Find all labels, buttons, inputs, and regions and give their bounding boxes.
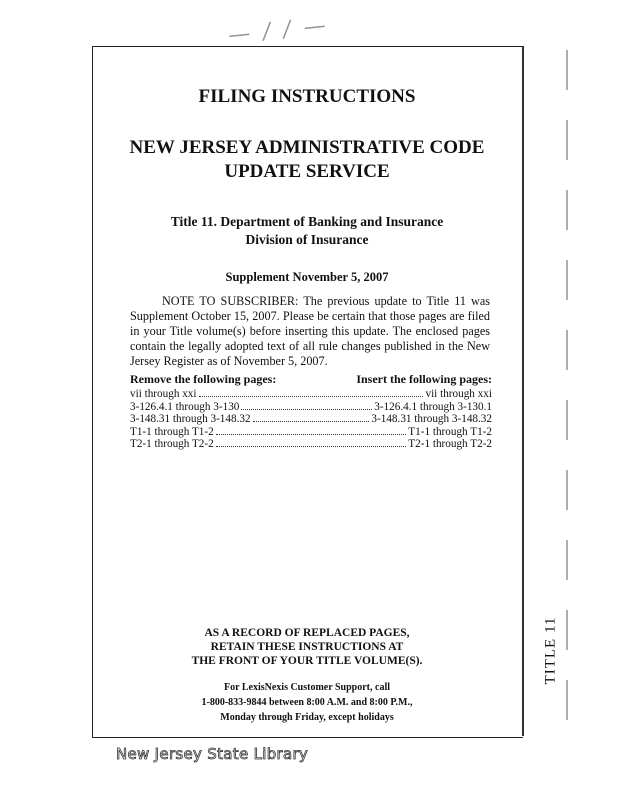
list-item — [130, 401, 492, 414]
list-item — [130, 413, 492, 426]
insert-pages: 3-148.31 through 3-148.32 — [371, 413, 492, 425]
remove-pages: vii through xxi — [130, 388, 197, 400]
library-stamp: New Jersey State Library — [116, 745, 309, 763]
remove-pages: T2-1 through T2-2 — [130, 438, 214, 450]
remove-pages: T1-1 through T1-2 — [130, 425, 214, 438]
record-notice — [92, 626, 522, 668]
supplement-date: Supplement November 5, 2007 — [225, 270, 389, 284]
department-title-line2: Division of Insurance — [245, 232, 369, 247]
support-line1: For LexisNexis Customer Support, call — [223, 682, 390, 693]
department-title — [92, 213, 522, 249]
list-item — [130, 426, 492, 439]
support-line3: Monday through Friday, except holidays — [220, 712, 394, 723]
frame-right-edge — [522, 46, 524, 736]
subscriber-note: NOTE TO SUBSCRIBER: The previous update to Title 11 was Supplement October 15, 2007. Please be certain that those pages are filed in your Title volume(s) before inserting this update. The enclosed pages contain the legally adopted text of all rule changes published in the New Jersey Register as of November 5, 2007. — [130, 294, 490, 368]
leader-dots — [216, 426, 407, 435]
leader-dots — [199, 388, 424, 397]
leader-dots — [216, 438, 407, 447]
list-item — [130, 438, 492, 451]
page-list — [130, 372, 492, 451]
customer-support — [92, 680, 522, 725]
insert-pages: vii through xxi — [425, 388, 492, 400]
record-notice-line1: AS A RECORD OF REPLACED PAGES, — [204, 627, 410, 639]
record-notice-line3: THE FRONT OF YOUR TITLE VOLUME(S). — [191, 655, 423, 667]
record-notice-line2: RETAIN THESE INSTRUCTIONS AT — [210, 641, 404, 653]
code-title-line2: UPDATE SERVICE — [224, 161, 390, 182]
insert-pages: 3-126.4.1 through 3-130.1 — [374, 400, 492, 413]
leader-dots — [253, 413, 370, 422]
page-title: FILING INSTRUCTIONS — [198, 86, 416, 107]
remove-pages: 3-126.4.1 through 3-130 — [130, 400, 240, 413]
code-title-line1: NEW JERSEY ADMINISTRATIVE CODE — [129, 137, 485, 158]
leader-dots — [241, 401, 372, 410]
remove-header: Remove the following pages: — [130, 372, 277, 386]
remove-pages: 3-148.31 through 3-148.32 — [130, 413, 251, 425]
side-strip — [566, 50, 568, 740]
page-list-header — [130, 372, 492, 387]
title-tab — [536, 600, 566, 700]
department-title-line1: Title 11. Department of Banking and Insurance — [170, 214, 444, 229]
support-line2: 1-800-833-9844 between 8:00 A.M. and 8:00 P.M., — [201, 697, 413, 708]
list-item — [130, 388, 492, 401]
title-tab-label: TITLE 11 — [542, 616, 559, 684]
insert-header: Insert the following pages: — [356, 372, 492, 386]
insert-pages: T2-1 through T2-2 — [408, 438, 492, 450]
insert-pages: T1-1 through T1-2 — [408, 425, 492, 438]
handwritten-annotation: — / / — — [226, 12, 330, 49]
code-title — [92, 136, 522, 184]
